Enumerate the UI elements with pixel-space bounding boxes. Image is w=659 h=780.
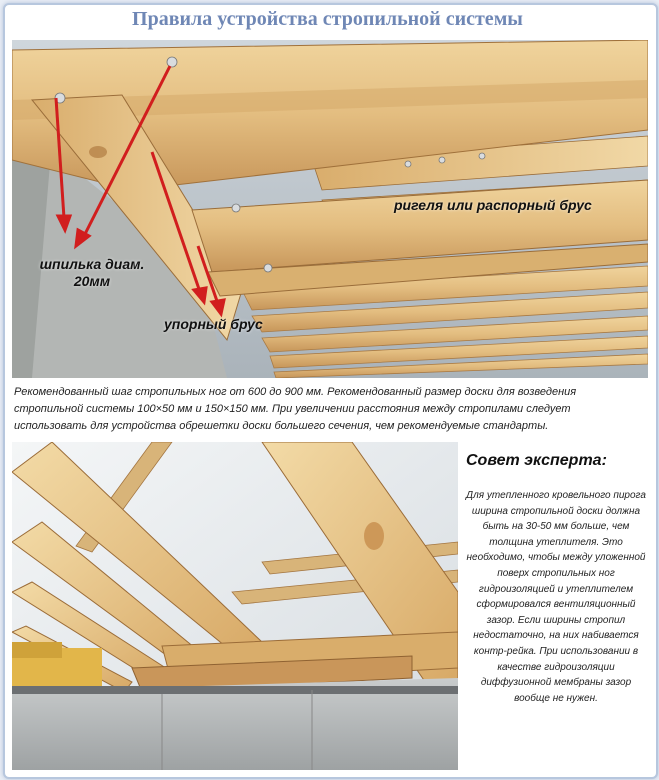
rafters-interior-illustration	[12, 442, 458, 770]
recommendation-caption: Рекомендованный шаг стропильных ног от 600 до 900 мм. Рекомендованный размер доски для возведения стропильной системы 100×50 мм и 150×150 мм. При увеличении расстояния между стропилами следует использовать для устройства обрешетки доски большего сечения, чем рекомендуемые стандарты.	[14, 386, 577, 432]
support-beam-label: упорный брус	[164, 316, 263, 332]
page-title: Правила устройства стропильной системы	[132, 8, 523, 30]
expert-tip-heading: Совет эксперта:	[466, 452, 607, 469]
rigel-label: ригеля или распорный брус	[394, 197, 592, 213]
stud-label	[32, 256, 152, 290]
rafters-interior-photo	[12, 442, 458, 770]
stud-label-line2: 20мм	[73, 273, 111, 289]
expert-tip-body: Для утепленного кровельного пирога ширина стропильной доски должна быть на 30-50 мм больше, чем толщина утеплителя. Это необходимо, чтобы между уложенной поверх стропильных ног гидроизоляцией и утеплителем сформировался вентиляционный зазор. Если ширины стропил недостаточно, на них набивается контр-рейка. При использовании в качестве гидроизоляции диффузионной мембраны зазор вообще не нужен.	[466, 490, 646, 704]
stud-label-line1: шпилька диам.	[39, 256, 145, 272]
